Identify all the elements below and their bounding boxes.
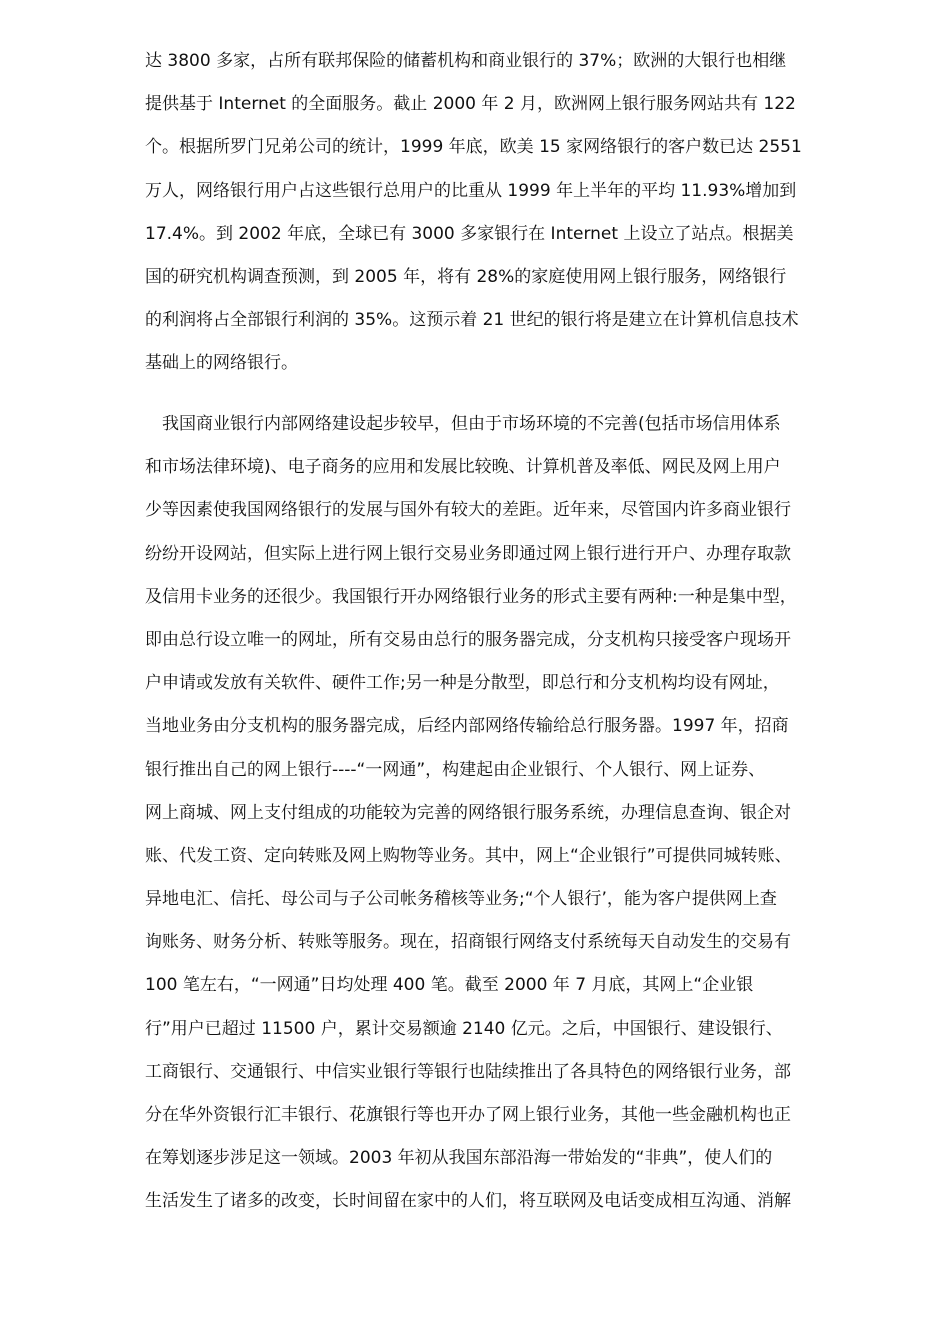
text-line: 个。根据所罗门兄弟公司的统计，1999 年底，欧美 15 家网络银行的客户数已达 2551 bbox=[145, 137, 802, 158]
text-line: 行”用户已超过 11500 户，累计交易额逾 2140 亿元。之后，中国银行、建设银行、 bbox=[145, 1018, 783, 1039]
text-line: 100 笔左右，“一网通”日均处理 400 笔。截至 2000 年 7 月底，其网上“企业银 bbox=[145, 975, 754, 996]
text-line: 基础上的网络银行。 bbox=[145, 353, 298, 374]
text-line: 询账务、财务分析、转账等服务。现在，招商银行网络支付系统每天自动发生的交易有 bbox=[145, 932, 791, 953]
text-line: 国的研究机构调查预测，到 2005 年，将有 28%的家庭使用网上银行服务，网络银行 bbox=[145, 266, 787, 287]
text-line: 网上商城、网上支付组成的功能较为完善的网络银行服务系统，办理信息查询、银企对 bbox=[145, 802, 791, 823]
text-line: 在筹划逐步涉足这一领域。2003 年初从我国东部沿海一带始发的“非典”，使人们的 bbox=[145, 1148, 773, 1169]
text-line: 达 3800 多家，占所有联邦保险的储蓄机构和商业银行的 37%；欧洲的大银行也相继 bbox=[145, 51, 787, 71]
text-line: 万人，网络银行用户占这些银行总用户的比重从 1999 年上半年的平均 11.93%增加到 bbox=[145, 180, 797, 201]
text-line: 我国商业银行内部网络建设起步较早，但由于市场环境的不完善(包括市场信用体系 bbox=[145, 414, 781, 434]
text-line: 银行推出自己的网上银行----“一网通”，构建起由企业银行、个人银行、网上证券、 bbox=[145, 759, 766, 780]
text-line: 和市场法律环境)、电子商务的应用和发展比较晚、计算机普及率低、网民及网上用户 bbox=[145, 457, 781, 478]
text-line: 户申请或发放有关软件、硬件工作;另一种是分散型，即总行和分支机构均设有网址， bbox=[145, 673, 780, 694]
text-line: 账、代发工资、定向转账及网上购物等业务。其中，网上“企业银行”可提供同城转账、 bbox=[145, 845, 792, 866]
text-line: 少等因素使我国网络银行的发展与国外有较大的差距。近年来，尽管国内许多商业银行 bbox=[145, 500, 791, 521]
text-line: 的利润将占全部银行利润的 35%。这预示着 21 世纪的银行将是建立在计算机信息技术 bbox=[145, 310, 799, 331]
text-line: 当地业务由分支机构的服务器完成，后经内部网络传输给总行服务器。1997 年，招商 bbox=[145, 716, 789, 737]
text-line: 生活发生了诸多的改变，长时间留在家中的人们，将互联网及电话变成相互沟通、消解 bbox=[145, 1191, 791, 1212]
text-line: 分在华外资银行汇丰银行、花旗银行等也开办了网上银行业务，其他一些金融机构也正 bbox=[145, 1105, 791, 1125]
text-line: 异地电汇、信托、母公司与子公司帐务稽核等业务;“个人银行’，能为客户提供网上查 bbox=[145, 889, 777, 910]
text-line: 提供基于 Internet 的全面服务。截止 2000 年 2 月，欧洲网上银行服务网站共有 122 bbox=[145, 94, 796, 115]
paragraph-1 bbox=[145, 40, 905, 386]
text-line: 17.4%。到 2002 年底，全球已有 3000 多家银行在 Internet 上设立了站点。根据美 bbox=[145, 223, 794, 244]
text-line: 即由总行设立唯一的网址，所有交易由总行的服务器完成，分支机构只接受客户现场开 bbox=[145, 629, 791, 650]
paragraph-2 bbox=[145, 403, 905, 1224]
text-line: 及信用卡业务的还很少。我国银行开办网络银行业务的形式主要有两种:一种是集中型， bbox=[145, 586, 797, 607]
text-line: 纷纷开设网站，但实际上进行网上银行交易业务即通过网上银行进行开户、办理存取款 bbox=[145, 543, 791, 564]
text-line: 工商银行、交通银行、中信实业银行等银行也陆续推出了各具特色的网络银行业务，部 bbox=[145, 1061, 791, 1082]
